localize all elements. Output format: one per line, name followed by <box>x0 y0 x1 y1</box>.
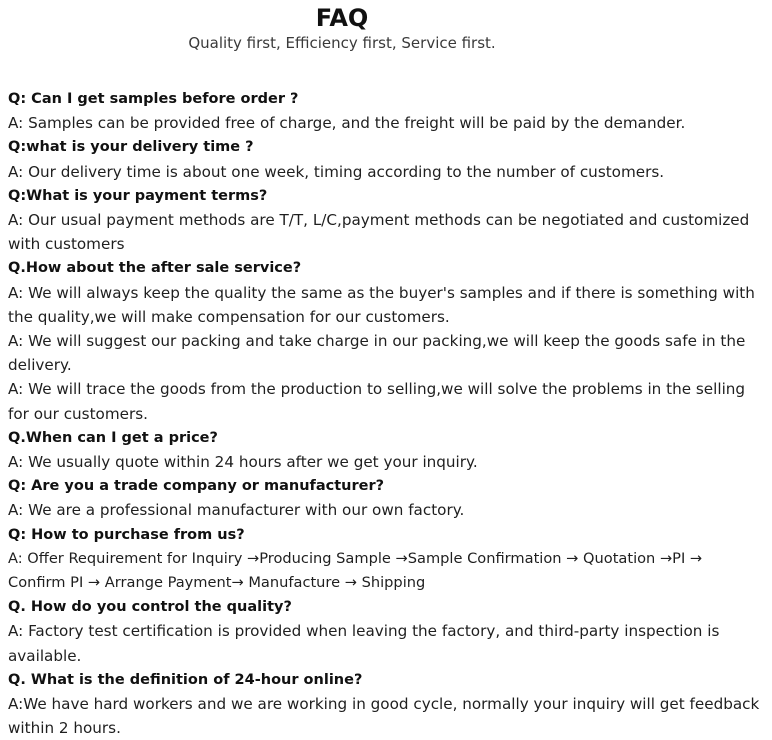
faq-answer-delivery-time: A: Our delivery time is about one week, timing according to the number of customers. <box>8 162 665 181</box>
faq-question-after-sale: Q.How about the after sale service? <box>8 260 302 277</box>
faq-answer-payment-terms: A: Our usual payment methods are T/T, L/C,payment methods can be negotiated and customized with customers <box>8 211 750 254</box>
faq-answer-after-sale-quality: A: We will always keep the quality the same as the buyer's samples and if there is something with the quality,we will make compensation for our customers. <box>8 283 755 326</box>
faq-answer-quality-control: A: Factory test certification is provided when leaving the factory, and third-party inspection is available. <box>8 622 720 665</box>
faq-question-delivery-time: Q:what is your delivery time ? <box>8 139 254 156</box>
faq-list <box>8 87 760 740</box>
faq-question-samples: Q: Can I get samples before order ? <box>8 91 299 107</box>
faq-answer-24-hour-online: A:We have hard workers and we are working in good cycle, normally your inquiry will get feedback within 2 hours. <box>8 695 760 738</box>
faq-question-company-type: Q: Are you a trade company or manufacturer? <box>8 478 385 495</box>
faq-question-24-hour-online: Q. What is the definition of 24-hour online? <box>8 671 363 688</box>
faq-question-purchase: Q: How to purchase from us? <box>8 526 245 543</box>
faq-answer-after-sale-trace: A: We will trace the goods from the production to selling,we will solve the problems in the selling for our customers. <box>8 380 746 423</box>
faq-answer-after-sale-packing: A: We will suggest our packing and take charge in our packing,we will keep the goods safe in the delivery. <box>8 332 746 375</box>
faq-answer-company-type: A: We are a professional manufacturer with our own factory. <box>8 501 465 520</box>
faq-answer-purchase-process: A: Offer Requirement for Inquiry →Producing Sample →Sample Confirmation → Quotation →PI → Confirm PI → Arrange Payment→ Manufacture → Shipping <box>8 549 703 592</box>
faq-answer-samples: A: Samples can be provided free of charge, and the freight will be paid by the demander. <box>8 114 686 133</box>
faq-question-price: Q.When can I get a price? <box>8 429 218 446</box>
faq-answer-price: A: We usually quote within 24 hours after we get your inquiry. <box>8 453 478 472</box>
faq-question-quality-control: Q. How do you control the quality? <box>8 599 292 616</box>
faq-question-payment-terms: Q:What is your payment terms? <box>8 187 268 204</box>
page-subtitle: Quality first, Efficiency first, Service first. <box>188 34 496 52</box>
page-title: FAQ <box>315 4 369 32</box>
